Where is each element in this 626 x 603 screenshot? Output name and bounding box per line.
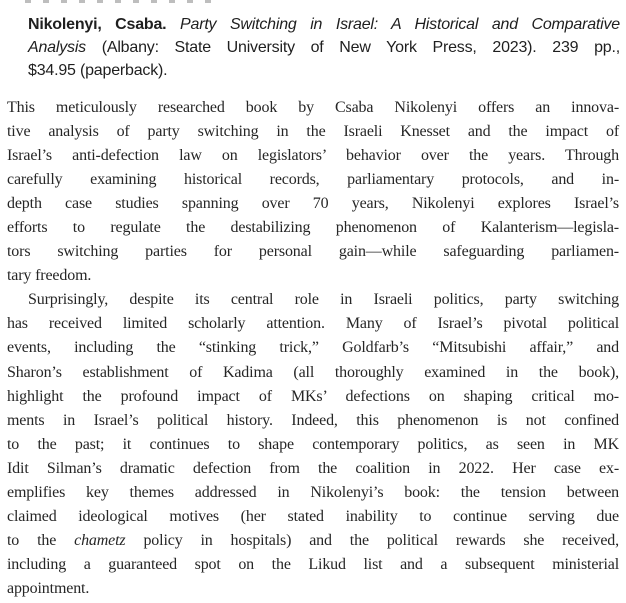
review-line: claimed ideological motives (her stated inability to continue serving due (7, 507, 619, 525)
line-segment: to the (7, 531, 75, 549)
review-line: events, including the “stinking trick,” Goldfarb’s “Mitsubishi affair,” and (7, 339, 619, 357)
review-line: depth case studies spanning over 70 years, Nikolenyi explores Israel’s (7, 195, 619, 213)
review-line: Surprisingly, despite its central role in Israeli politics, party switching (28, 291, 619, 309)
review-line: Sharon’s establishment of Kadima (all thoroughly examined in the book), (7, 363, 619, 381)
review-line: Israel’s anti-defection law on legislators’ behavior over the years. Through (7, 147, 619, 165)
review-line: tive analysis of party switching in the Israeli Knesset and the impact of (7, 123, 619, 141)
review-paragraph-2 (7, 288, 619, 601)
review-line: tary freedom. (7, 267, 92, 285)
citation-line-3: $34.95 (paperback). (28, 62, 168, 79)
citation-publisher-info: (Albany: State University of New York Press, 2023). 239 pp., (85, 39, 620, 56)
citation-line-1 (28, 13, 620, 36)
citation-title-part1: Party Switching in Israel: A Historical and Comparative (166, 16, 620, 33)
review-line: highlight the profound impact of MKs’ defections on shaping critical mo- (7, 387, 619, 405)
book-citation (28, 13, 620, 82)
citation-title-part2: Analysis (28, 39, 86, 56)
review-line: ments in Israel’s political history. Indeed, this phenomenon is not confined (7, 411, 619, 429)
review-paragraph-1 (7, 96, 619, 288)
citation-author: Nikolenyi, Csaba. (28, 16, 167, 33)
review-line: to the past; it continues to shape contemporary politics, as seen in MK (7, 435, 619, 453)
review-line-chametz (7, 529, 619, 553)
citation-line-2 (28, 36, 620, 59)
review-line: including a guaranteed spot on the Likud list and a subsequent ministerial (7, 555, 619, 573)
clipped-text-remnant (25, 0, 221, 3)
review-line: has received limited scholarly attention. Many of Israel’s pivotal political (7, 315, 619, 333)
review-line: This meticulously researched book by Csaba Nikolenyi offers an innova- (7, 99, 619, 116)
chametz-italic-term: chametz (74, 531, 126, 549)
line-segment: policy in hospitals) and the political rewards she received, (125, 531, 620, 549)
review-line: tors switching parties for personal gain—while safeguarding parliamen- (7, 243, 619, 261)
review-line: Idit Silman’s dramatic defection from the coalition in 2022. Her case ex- (7, 459, 619, 477)
review-line: carefully examining historical records, parliamentary protocols, and in- (7, 171, 619, 189)
review-body (7, 96, 619, 601)
review-line: appointment. (7, 579, 90, 597)
review-line: emplifies key themes addressed in Nikolenyi’s book: the tension between (7, 483, 619, 501)
review-line: efforts to regulate the destabilizing phenomenon of Kalanterism—legisla- (7, 219, 619, 237)
